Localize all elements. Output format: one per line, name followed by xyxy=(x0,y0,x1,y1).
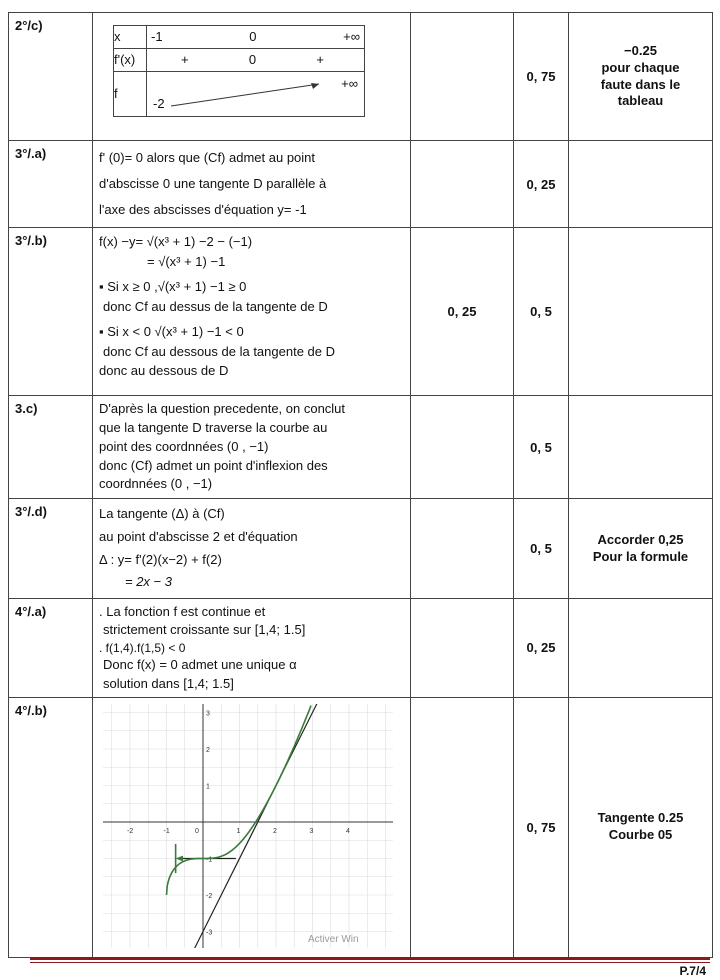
watermark: Activer Win xyxy=(308,933,359,945)
x-tick-label: 0 xyxy=(195,827,199,835)
text-line: au point d'abscisse 2 et d'équation xyxy=(99,528,298,544)
text-line: donc au dessous de D xyxy=(99,363,229,378)
x-val: 0 xyxy=(249,28,257,44)
f-label: f xyxy=(114,72,147,117)
text-line: f' (0)= 0 alors que (Cf) admet au point xyxy=(99,150,316,165)
mark: 0, 25 xyxy=(514,599,569,698)
grading-note xyxy=(569,228,713,396)
text-line: La tangente (Δ) à (Cf) xyxy=(99,506,225,522)
question-label: 2°/c) xyxy=(9,13,93,141)
grading-note: Tangente 0.25 Courbe 05 xyxy=(569,697,713,957)
grading-note xyxy=(569,599,713,698)
question-label: 4°/.b) xyxy=(9,697,93,957)
mark: 0, 25 xyxy=(514,141,569,228)
sign: + xyxy=(181,51,189,67)
sign: 0 xyxy=(248,51,257,67)
question-label: 3.c) xyxy=(9,396,93,499)
text-line: Δ : y= f'(2)(x−2) + f(2) xyxy=(99,551,222,567)
increasing-arrow xyxy=(147,72,367,116)
extra-mark: 0, 25 xyxy=(411,228,514,396)
text-line: ▪ Si x < 0 √(x³ + 1) −1 < 0 xyxy=(99,324,244,339)
text-line: = 2x − 3 xyxy=(125,574,172,590)
x-tick-label: 3 xyxy=(309,827,314,835)
text-line: . f(1,4).f(1,5) < 0 xyxy=(99,640,186,655)
text-line: l'axe des abscisses d'équation y= -1 xyxy=(99,202,307,217)
text-line: D'après la question precedente, on conclut xyxy=(99,401,346,416)
f-start: -2 xyxy=(153,95,165,111)
row-4a xyxy=(9,599,713,698)
y-tick-label: -3 xyxy=(206,929,213,937)
text-line: strictement croissante sur [1,4; 1.5] xyxy=(103,622,306,638)
grading-note xyxy=(569,396,713,499)
x-val: -1 xyxy=(151,28,163,44)
x-tick-label: -1 xyxy=(163,827,170,835)
question-label: 3°/.d) xyxy=(9,499,93,599)
text-line: ▪ Si x ≥ 0 ,√(x³ + 1) −1 ≥ 0 xyxy=(99,279,247,294)
text-line: que la tangente D traverse la courbe au xyxy=(99,419,328,435)
grading-note: Accorder 0,25 Pour la formule xyxy=(569,499,713,599)
row-3d xyxy=(9,499,713,599)
text-line: donc (Cf) admet un point d'inflexion des xyxy=(99,457,328,473)
x-tick-label: 1 xyxy=(236,827,241,835)
x-tick-label: 2 xyxy=(273,827,277,835)
text-line: coordnnées (0 , −1) xyxy=(99,476,213,492)
grading-note: −0.25 pour chaque faute dans le tableau xyxy=(569,13,713,141)
function-graph xyxy=(103,704,393,948)
y-tick-label: -2 xyxy=(206,892,213,900)
x-val: +∞ xyxy=(343,28,360,44)
text-line: . La fonction f est continue et xyxy=(99,604,266,620)
row-3a xyxy=(9,141,713,228)
mark: 0, 5 xyxy=(514,499,569,599)
fprime-label: f'(x) xyxy=(114,49,147,72)
grading-note xyxy=(569,141,713,228)
y-tick-label: -1 xyxy=(206,856,213,864)
row-3c xyxy=(9,396,713,499)
text-line: Donc f(x) = 0 admet une unique α xyxy=(103,657,297,673)
f-end: +∞ xyxy=(341,76,358,91)
mark: 0, 5 xyxy=(514,228,569,396)
mark: 0, 75 xyxy=(514,13,569,141)
correction-table xyxy=(8,12,713,958)
variation-table xyxy=(113,25,365,117)
page-number: P.7/4 xyxy=(679,964,706,978)
row-3b xyxy=(9,228,713,396)
x-tick-label: 4 xyxy=(346,827,350,835)
footer-rule-thin xyxy=(30,962,710,963)
variation-table-cell xyxy=(93,13,411,141)
question-label: 4°/.a) xyxy=(9,599,93,698)
text-line: = √(x³ + 1) −1 xyxy=(147,253,226,269)
y-tick-label: 1 xyxy=(206,783,210,791)
x-label: x xyxy=(114,26,147,49)
text-line: donc Cf au dessous de la tangente de D xyxy=(103,343,335,359)
text-line: donc Cf au dessus de la tangente de D xyxy=(103,298,328,314)
question-label: 3°/.b) xyxy=(9,228,93,396)
text-line: f(x) −y= √(x³ + 1) −2 − (−1) xyxy=(99,234,253,249)
text-line: d'abscisse 0 une tangente D parallèle à xyxy=(99,176,327,191)
mark: 0, 75 xyxy=(514,697,569,957)
arrow-head xyxy=(176,855,183,861)
x-tick-label: -2 xyxy=(127,827,134,835)
row-2c xyxy=(9,13,713,141)
mark: 0, 5 xyxy=(514,396,569,499)
sign: + xyxy=(316,51,324,67)
curve xyxy=(167,705,312,894)
y-tick-label: 2 xyxy=(206,746,210,754)
row-4b xyxy=(9,697,713,957)
y-tick-label: 3 xyxy=(206,710,210,718)
footer-rule xyxy=(30,957,710,960)
text-line: point des coordnnées (0 , −1) xyxy=(99,438,269,454)
f-variation xyxy=(147,72,365,117)
text-line: solution dans [1,4; 1.5] xyxy=(103,675,234,691)
question-label: 3°/.a) xyxy=(9,141,93,228)
